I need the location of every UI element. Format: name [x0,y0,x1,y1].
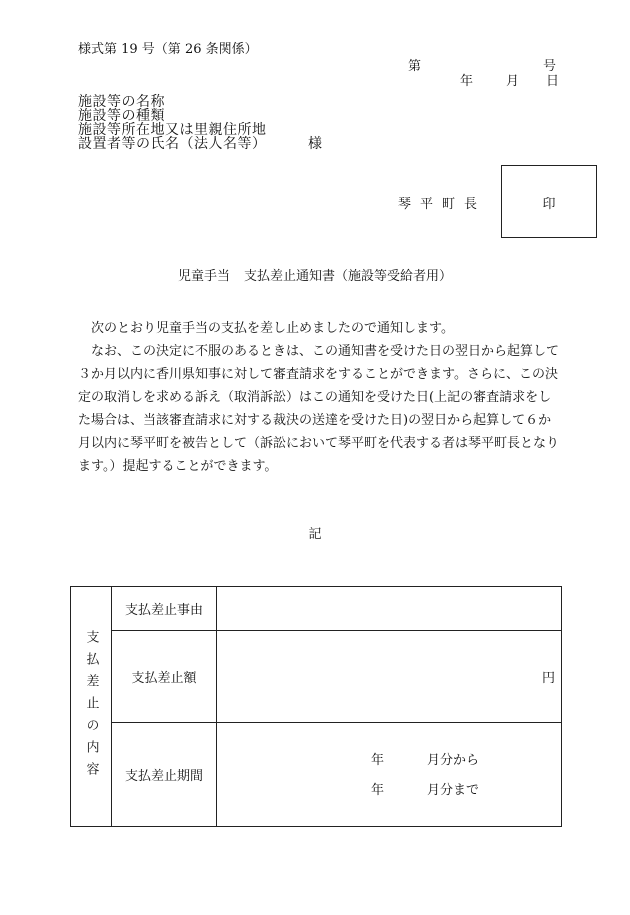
doc-number-suffix: 号 [542,59,556,74]
side-label: 支払差止の内容 [83,629,99,784]
facility-address-label: 施設等所在地又は里親住所地 [78,122,267,138]
body-paragraph-2: なお、この決定に不服のあるときは、この通知書を受けた日の翌日から起算して３か月以内に香川県知事に対して審査請求をすることができます。さらに、この決定の取消しを求める訴え（取消訴訟）はこの通知を受けた日(上記の審査請求をした場合は、当該審査請求に対する裁決の送達を受けた日)の翌日から起算して６か月以内に琴平町を被告として（訴訟において琴平町を代表する者は琴平町長となります。）提起することができます。 [78,344,560,474]
period-row [71,723,562,827]
facility-name-label: 施設等の名称 [78,94,165,110]
amount-row [71,631,562,723]
side-label-cell [71,587,112,827]
period-to-line [371,779,479,798]
issuer-mayor: 琴平町長 [398,197,487,212]
period-year-2: 年 [371,783,385,798]
notice-body [78,317,562,478]
owner-name-label: 設置者等の氏名（法人名等） [78,136,267,152]
reason-row [71,587,562,631]
period-year-1: 年 [371,753,385,768]
amount-label: 支払差止額 [112,631,217,723]
date-day: 日 [546,74,560,89]
period-from-line [371,749,479,768]
doc-number-prefix: 第 [408,59,422,74]
document-date [460,70,559,89]
date-year: 年 [460,74,474,89]
body-paragraph-1: 次のとおり児童手当の支払を差し止めましたので通知します。 [91,321,454,336]
title-part1: 児童手当 [177,269,230,284]
title-part2: 支払差止通知書（施設等受給者用） [244,269,453,284]
date-month: 月 [506,74,520,89]
ki-heading: 記 [308,527,322,542]
form-number: 様式第 19 号（第 26 条関係） [78,42,258,57]
amount-unit: 円 [541,671,555,686]
reason-value [217,587,562,631]
seal-label: 印 [542,197,556,212]
period-to: 月分まで [427,783,480,798]
seal-box [501,165,597,238]
reason-label: 支払差止事由 [112,587,217,631]
facility-type-label: 施設等の種類 [78,108,165,124]
document-title [0,265,630,284]
period-value [217,723,562,827]
detail-table [70,586,562,827]
period-from: 月分から [427,753,480,768]
honorific: 様 [308,136,322,152]
period-label: 支払差止期間 [112,723,217,827]
amount-value [217,631,562,723]
